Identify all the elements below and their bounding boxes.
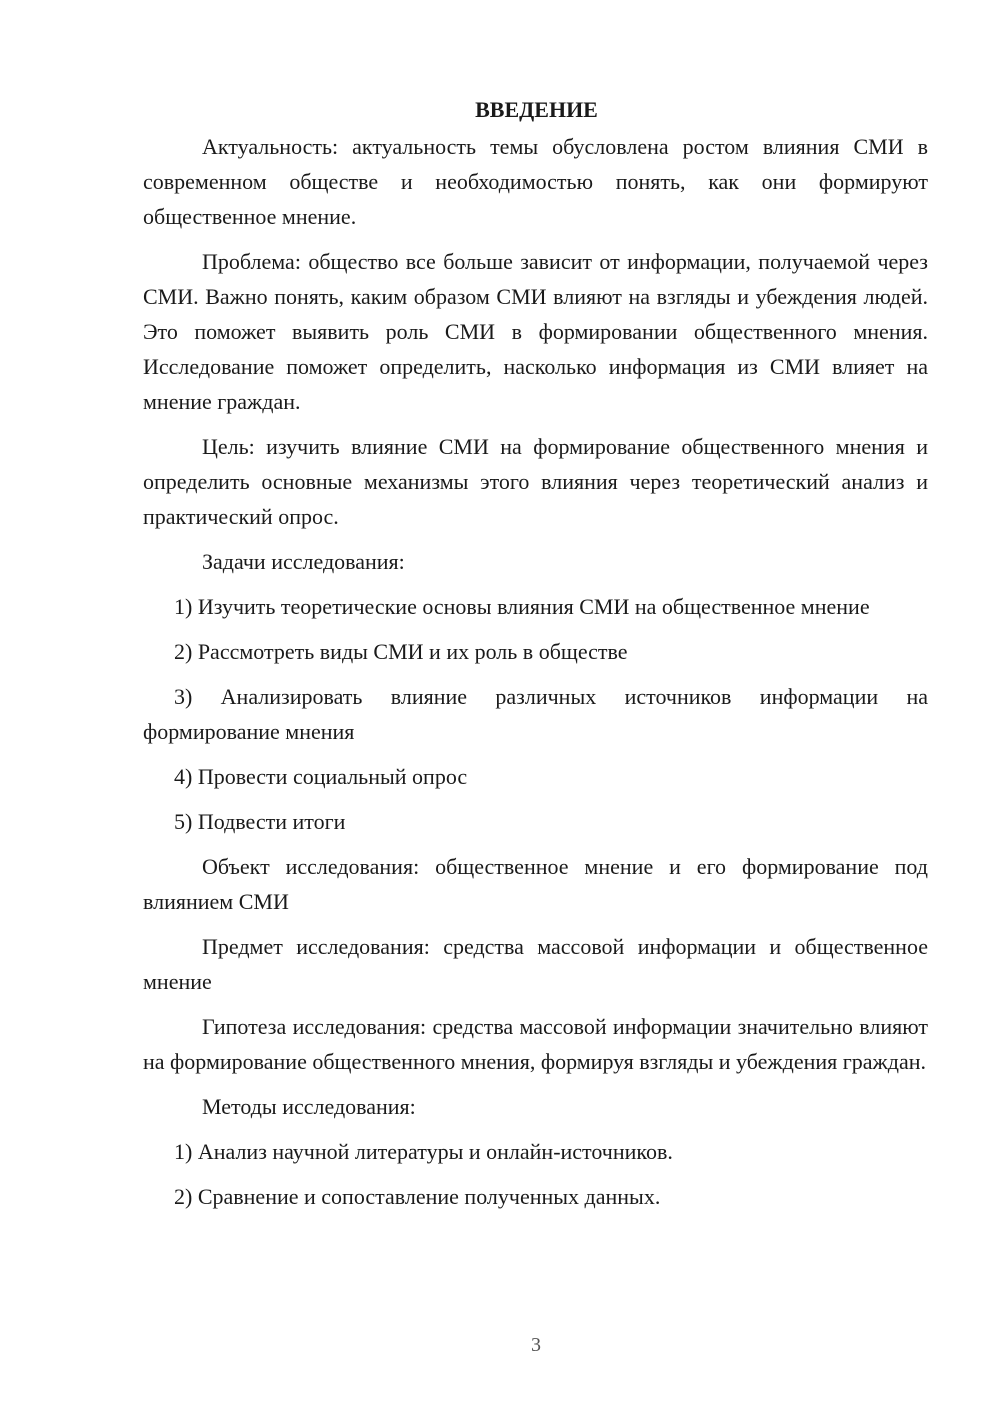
paragraph-object: Объект исследования: общественное мнение и его формирование под влиянием СМИ bbox=[143, 854, 928, 914]
paragraph-relevance: Актуальность: актуальность темы обусловлена ростом влияния СМИ в современном обществе и необходимостью понять, как они формируют общественное мнение. bbox=[143, 134, 928, 229]
list-item: 5) Подвести итоги bbox=[174, 809, 346, 834]
list-item: 1) Изучить теоретические основы влияния СМИ на общественное мнение bbox=[174, 594, 870, 619]
paragraph-subject: Предмет исследования: средства массовой информации и общественное мнение bbox=[143, 934, 928, 994]
page-number: 3 bbox=[531, 1334, 541, 1356]
paragraph-problem: Проблема: общество все больше зависит от информации, получаемой через СМИ. Важно понять, каким образом СМИ влияют на взгляды и убеждения людей. Это поможет выявить роль СМИ в формировании общественного мнения. Исследование поможет определить, насколько информация из СМИ влияет на мнение граждан. bbox=[143, 249, 928, 414]
document-page bbox=[143, 92, 928, 1224]
list-item: 4) Провести социальный опрос bbox=[174, 764, 468, 789]
list-item: 2) Рассмотреть виды СМИ и их роль в обществе bbox=[174, 639, 628, 664]
list-item: 3) Анализировать влияние различных источников информации на формирование мнения bbox=[143, 684, 928, 744]
list-item: 2) Сравнение и сопоставление полученных данных. bbox=[174, 1184, 661, 1209]
paragraph-hypothesis: Гипотеза исследования: средства массовой информации значительно влияют на формирование общественного мнения, формируя взгляды и убеждения граждан. bbox=[143, 1014, 928, 1074]
list-item: 1) Анализ научной литературы и онлайн-источников. bbox=[174, 1139, 673, 1164]
paragraph-tasks-heading: Задачи исследования: bbox=[202, 549, 405, 574]
paragraph-methods-heading: Методы исследования: bbox=[202, 1094, 416, 1119]
section-title: ВВЕДЕНИЕ bbox=[475, 97, 598, 122]
paragraph-goal: Цель: изучить влияние СМИ на формирование общественного мнения и определить основные механизмы этого влияния через теоретический анализ и практический опрос. bbox=[143, 434, 928, 529]
